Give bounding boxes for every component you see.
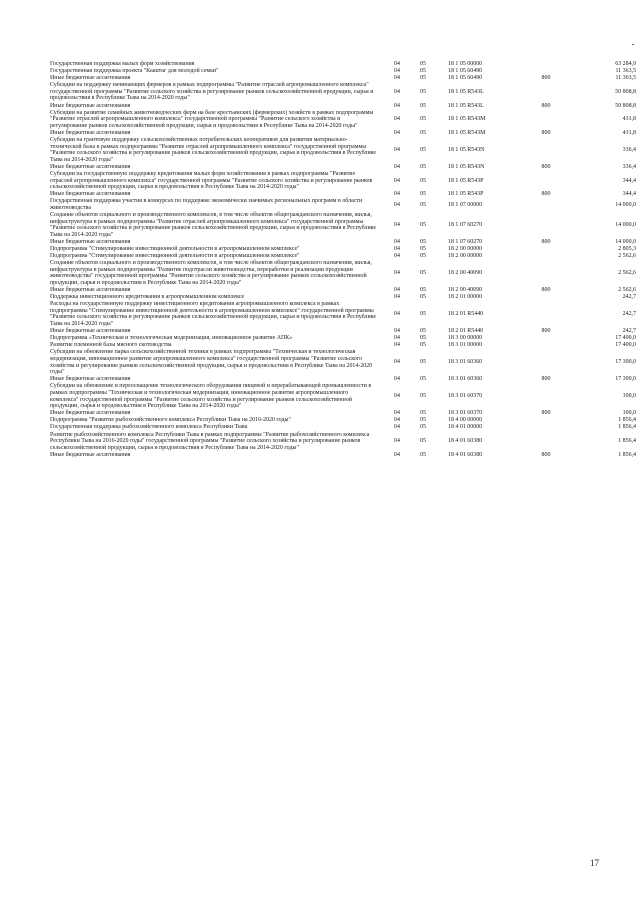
row-subsection: 05 [420,75,426,82]
row-section: 04 [394,116,400,123]
row-amount: 100,0 [622,393,636,400]
row-subsection: 05 [420,221,426,228]
row-target-article: 18 1 07 60270 [448,221,483,228]
row-subsection: 05 [420,61,426,67]
table-row [50,328,636,335]
row-expense-type [526,82,566,102]
row-amount: 17 300,0 [615,376,636,383]
row-expense-type: 800 [541,287,551,294]
table-row [50,164,636,171]
row-subsection: 05 [420,163,426,170]
row-amount: 50 808,8 [615,88,636,95]
row-subsection: 05 [420,177,426,184]
row-name: Иные бюджетные ассигнования [50,376,131,383]
table-row [50,383,636,410]
row-section: 04 [394,342,400,349]
row-amount: 1 856,4 [618,451,636,458]
table-row [50,287,636,294]
row-name: Развитие рыбохозяйственного комплекса Республики Тыва в рамках подпрограммы "Развитие рыбохозяйственного комплекса Республики Тыва на 2016-2020 годы" государственной программы "Развитие сельского хозяйства и регулирование рынков сельскохозяйственной продукции, сырья и продовольствия в Республике Тыва на 2014-2020 годы" [50,431,370,451]
table-row [50,260,636,287]
row-expense-type: 800 [541,75,551,82]
row-target-article: 18 3 01 00000 [448,342,483,349]
row-name: Государственная поддержка рыбохозяйственного комплекса Республики Тыва [50,424,248,431]
table-row [50,68,636,75]
row-section: 04 [394,424,400,431]
row-section: 04 [394,438,400,445]
row-expense-type [526,342,566,349]
row-target-article: 18 3 01 60370 [448,393,483,400]
table-row [50,198,636,212]
row-subsection: 05 [420,328,426,335]
row-section: 04 [394,68,400,75]
row-expense-type [526,260,566,287]
row-subsection: 05 [420,287,426,294]
row-target-article: 18 2 00 00000 [448,246,483,253]
row-section: 04 [394,201,400,208]
row-name: Иные бюджетные ассигнования [50,410,131,417]
row-amount: 336,4 [622,146,636,153]
row-target-article: 18 2 01 R5440 [448,311,484,318]
scan-mark [632,44,634,45]
row-amount: 100,0 [622,410,636,417]
row-expense-type: 800 [541,328,551,335]
row-target-article: 18 1 05 60490 [448,75,483,82]
row-section: 04 [394,451,400,458]
row-subsection: 05 [420,68,426,75]
row-name: Поддержка инвестиционного кредитования в агропромышленном комплексе [50,294,245,301]
row-name: Иные бюджетные ассигнования [50,238,131,245]
row-name: Создание объектов социального и производственного комплексов, в том числе объектов общегражданского назначения, жилья, инфраструктуры в рамках подпрограммы "Развитие отраслей агропромышленного комплекса" государственной программы "Развитие сельского хозяйства и регулирование рынков сельскохозяйственной продукции, сырья и продовольствия в Республике Тыва на 2014-2020 годы" [50,212,377,238]
row-section: 04 [394,393,400,400]
row-section: 04 [394,246,400,253]
row-amount: 14 000,0 [615,221,636,228]
table-row [50,301,636,328]
row-subsection: 05 [420,201,426,208]
row-section: 04 [394,270,400,277]
row-target-article: 18 1 05 R543P [448,191,484,198]
row-amount: 63 284,9 [615,61,636,67]
row-amount: 14 000,0 [615,238,636,245]
row-section: 04 [394,311,400,318]
table-row [50,424,636,431]
table-row [50,239,636,246]
row-expense-type: 800 [541,191,551,198]
row-expense-type: 800 [541,410,551,417]
row-amount: 17 400,0 [615,342,636,349]
row-name: Субсидии на государственную поддержку кредитования малых форм хозяйствования в рамках подпрограммы "Развитие отраслей агропромышленного комплекса" государственной программы "Развитие сельского хозяйства и регулирование рынков сельскохозяйственной продукции, сырья и продовольствия в Республике Тыва на 2014-2020 годы" [50,171,373,191]
row-section: 04 [394,359,400,366]
row-name: Подпрограмма "Стимулирование инвестиционной деятельности в агропромышленном комплексе" [50,253,300,260]
row-target-article: 18 1 05 60490 [448,68,483,75]
row-subsection: 05 [420,424,426,431]
budget-table-body [50,61,636,459]
row-section: 04 [394,376,400,383]
row-expense-type [526,246,566,253]
budget-table [50,61,636,459]
row-target-article: 18 1 07 60270 [448,238,483,245]
row-section: 04 [394,253,400,260]
row-name: Субсидии на поддержку начинающих фермеров в рамках подпрограммы "Развитие отраслей агропромышленного комплекса" государственной программы "Развитие сельского хозяйства и регулирование рынков сельскохозяйственной продукции, сырья и продовольствия в Республике Тыва на 2014-2020 годы" [50,82,374,102]
row-expense-type [526,212,566,239]
row-name: Иные бюджетные ассигнования [50,287,131,294]
row-section: 04 [394,294,400,301]
row-subsection: 05 [420,191,426,198]
table-row [50,110,636,130]
row-target-article: 18 2 01 00000 [448,294,483,301]
row-amount: 11 363,5 [615,68,636,75]
row-subsection: 05 [420,335,426,342]
table-row [50,212,636,239]
row-expense-type [526,253,566,260]
row-section: 04 [394,61,400,67]
row-target-article: 18 4 01 60380 [448,438,483,445]
row-subsection: 05 [420,238,426,245]
row-name: Субсидии на обновление и переоснащение технологического оборудования пищевой и перерабатывающей промышленности в рамках подпрограммы "Техническая и технологическая модернизация, инновационное развитие агропромышленного комплекса" государственной программы "Развитие сельского хозяйства и регулирование рынков сельскохозяйственной продукции, сырья и продовольствия в Республике Тыва на 2014-2020 годы" [50,383,372,410]
row-expense-type [526,294,566,301]
row-section: 04 [394,102,400,109]
row-target-article: 18 2 00 00000 [448,253,483,260]
row-expense-type [526,349,566,376]
row-expense-type: 800 [541,376,551,383]
row-amount: 344,4 [622,177,636,184]
row-amount: 431,8 [622,129,636,136]
row-amount: 17 300,0 [615,359,636,366]
row-section: 04 [394,88,400,95]
row-target-article: 18 1 05 R543L [448,88,484,95]
row-expense-type: 800 [541,163,551,170]
row-name: Подпрограмма «Техническая и технологическая модернизация, инновационное развитие АПК» [50,335,293,342]
table-row [50,82,636,102]
row-name: Подпрограмма "Развитие рыбохозяйственного комплекса Республики Тыва на 2016-2020 годы" [50,417,291,424]
row-target-article: 18 2 00 40090 [448,270,483,277]
row-subsection: 05 [420,253,426,260]
row-name: Иные бюджетные ассигнования [50,328,131,335]
row-amount: 344,4 [622,191,636,198]
row-section: 04 [394,191,400,198]
row-expense-type [526,432,566,452]
row-expense-type [526,424,566,431]
row-section: 04 [394,410,400,417]
row-amount: 11 363,5 [615,75,636,82]
row-name: Субсидии на грантовую поддержку сельскохозяйственных потребительских кооперативов для развития материально-технической базы в рамках подпрограммы "Развитие отраслей агропромышленного комплекса" государственной программы "Развитие сельского хозяйства и регулирование рынков сельскохозяйственной продукции, сырья и продовольствия в Республике Тыва на 2014-2020 годы" [50,137,377,163]
page-number: 17 [590,858,599,868]
row-target-article: 18 1 05 R543M [448,129,486,136]
row-section: 04 [394,287,400,294]
table-row [50,130,636,137]
row-subsection: 05 [420,294,426,301]
row-expense-type [526,335,566,342]
row-subsection: 05 [420,417,426,424]
table-row [50,103,636,110]
row-subsection: 05 [420,342,426,349]
row-amount: 2 805,3 [618,246,636,253]
row-expense-type [526,61,566,68]
row-expense-type: 800 [541,451,551,458]
row-subsection: 05 [420,376,426,383]
row-amount: 2 562,6 [618,253,636,260]
row-amount: 431,8 [622,116,636,123]
row-amount: 1 856,4 [618,417,636,424]
row-name: Расходы на государственную поддержку инвестиционного кредитования агропромышленного комплекса в рамках подпрограммы "Стимулирование инвестиционной деятельности в агропромышленном комплексе" государственной программы "Развитие сельского хозяйства и регулирование рынков сельскохозяйственной продукции, сырья и продовольствия в Республике Тыва на 2014-2020 годы" [50,301,377,328]
row-target-article: 18 4 01 60380 [448,451,483,458]
row-section: 04 [394,163,400,170]
table-row [50,432,636,452]
row-target-article: 18 1 05 R543N [448,146,485,153]
row-target-article: 18 3 00 00000 [448,335,483,342]
row-amount: 1 856,4 [618,438,636,445]
row-subsection: 05 [420,246,426,253]
row-expense-type [526,110,566,130]
row-amount: 2 562,6 [618,287,636,294]
row-expense-type [526,198,566,212]
row-expense-type [526,383,566,410]
row-subsection: 05 [420,359,426,366]
row-target-article: 18 3 01 60370 [448,410,483,417]
row-section: 04 [394,221,400,228]
row-target-article: 18 2 00 40090 [448,287,483,294]
row-expense-type [526,417,566,424]
row-expense-type [526,68,566,75]
row-expense-type [526,137,566,164]
row-amount: 336,4 [622,163,636,170]
row-target-article: 18 2 01 R5440 [448,328,484,335]
row-section: 04 [394,238,400,245]
row-name: Создание объектов социального и производственного комплексов, в том числе объектов общегражданского назначения, жилья, инфраструктуры в рамках подпрограммы "Развитие подотрасли животноводства, переработки и реализации продукции животноводства" государственной программы "Развитие сельского хозяйства и регулирование рынков сельскохозяйственной продукции, сырья и продовольствия в Республике Тыва на 2014-2020 годы" [50,260,372,286]
row-subsection: 05 [420,393,426,400]
row-name: Иные бюджетные ассигнования [50,75,131,82]
row-target-article: 18 1 05 R543M [448,116,486,123]
row-target-article: 18 3 01 60360 [448,376,483,383]
row-name: Развитие племенной базы мясного скотоводства [50,342,172,349]
row-name: Иные бюджетные ассигнования [50,191,131,198]
row-subsection: 05 [420,270,426,277]
row-expense-type: 800 [541,238,551,245]
row-name: Иные бюджетные ассигнования [50,451,131,458]
row-expense-type [526,301,566,328]
row-subsection: 05 [420,451,426,458]
row-subsection: 05 [420,129,426,136]
row-name: Субсидии на обновление парка сельскохозяйственной техники в рамках подпрограммы "Техническая и технологическая модернизация, инновационное развитие агропромышленного комплекса" государственной программы "Развитие сельского хозяйства и регулирование рынков сельскохозяйственной продукции, сырья и продовольствия в Республике Тыва на 2014-2020 годы" [50,349,373,376]
row-expense-type: 800 [541,129,551,136]
row-amount: 242,7 [622,294,636,301]
table-row [50,137,636,164]
row-name: Иные бюджетные ассигнования [50,102,131,109]
row-expense-type [526,171,566,191]
row-name: Государственная поддержка малых форм хозяйствования [50,61,195,67]
row-target-article: 18 1 05 R543N [448,163,485,170]
row-target-article: 18 1 07 00000 [448,201,483,208]
table-row [50,294,636,301]
row-name: Иные бюджетные ассигнования [50,129,131,136]
row-subsection: 05 [420,438,426,445]
row-target-article: 18 3 01 60360 [448,359,483,366]
row-expense-type: 800 [541,102,551,109]
row-subsection: 05 [420,88,426,95]
row-name: Иные бюджетные ассигнования [50,163,131,170]
row-subsection: 05 [420,146,426,153]
row-subsection: 05 [420,410,426,417]
row-section: 04 [394,75,400,82]
table-row [50,452,636,459]
row-target-article: 18 1 05 R543L [448,102,484,109]
row-name: Субсидии на развитие семейных животноводческих ферм на базе крестьянских (фермерских) хозяйств в рамках подпрограммы "Развитие отраслей агропромышленного комплекса" государственной программы "Развитие сельского хозяйства и регулирование рынков сельскохозяйственной продукции, сырья и продовольствия в Республике Тыва на 2014-2020 годы" [50,109,374,129]
table-row [50,171,636,191]
row-target-article: 18 4 01 00000 [448,424,483,431]
row-target-article: 18 1 05 R543P [448,177,484,184]
row-section: 04 [394,328,400,335]
row-target-article: 18 1 05 00000 [448,61,483,67]
row-section: 04 [394,129,400,136]
row-amount: 50 808,8 [615,102,636,109]
row-section: 04 [394,177,400,184]
row-target-article: 18 4 00 00000 [448,417,483,424]
row-name: Подпрограмма "Стимулирование инвестиционной деятельности в агропромышленном комплексе" [50,246,300,253]
row-amount: 14 000,0 [615,201,636,208]
row-amount: 242,7 [622,328,636,335]
row-section: 04 [394,335,400,342]
row-subsection: 05 [420,311,426,318]
row-section: 04 [394,146,400,153]
row-amount: 17 400,0 [615,335,636,342]
row-amount: 1 856,4 [618,424,636,431]
row-amount: 242,7 [622,311,636,318]
row-subsection: 05 [420,116,426,123]
row-section: 04 [394,417,400,424]
row-name: Государственная поддержка участия в конкурсах по поддержке экономически значимых региональных программ в области животноводства [50,198,363,211]
row-name: Государственная поддержка проекта "Кыштаг для молодой семьи" [50,68,219,75]
row-subsection: 05 [420,102,426,109]
table-row [50,349,636,376]
row-amount: 2 562,6 [618,270,636,277]
